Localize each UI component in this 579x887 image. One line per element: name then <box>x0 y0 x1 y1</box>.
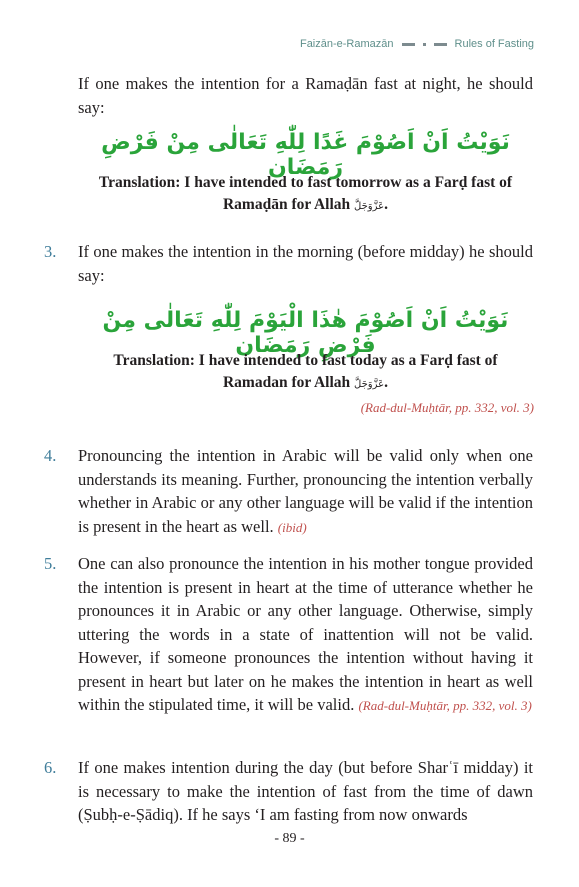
item-5-paragraph <box>78 552 533 718</box>
honorific: عَزَّوَجَلَّ <box>354 201 385 212</box>
arabic-intention-morning: نَوَيْتُ اَنْ اَصُوْمَ هٰذَا الْيَوْمَ لِلّٰهِ تَعَالٰى مِنْ فَرْضِ رَمَضَان <box>102 308 509 358</box>
arabic-intention-night: نَوَيْتُ اَنْ اَصُوْمَ غَدًا لِلّٰهِ تَعَالٰى مِنْ فَرْضِ رَمَضَان <box>101 130 510 180</box>
honorific: عَزَّوَجَلَّ <box>354 379 385 390</box>
item-number: 4. <box>44 446 57 465</box>
translation-morning <box>78 350 533 396</box>
item-6-text: If one makes intention during the day (but before Sharʿī midday) it is necessary to make the intention of fast from the time of dawn (Ṣubḥ-e-Ṣādiq). If he says ‘I am fasting from now onwards <box>78 758 533 824</box>
translation-line-2: Ramadan for Allah عَزَّوَجَلَّ. <box>222 374 388 391</box>
page-number: - 89 - <box>274 831 305 846</box>
reference: (ibid) <box>277 519 307 535</box>
book-title: Faizān-e-Ramazān <box>299 38 394 50</box>
intro-paragraph: If one makes the intention for a Ramaḍān fast at night, he should say: <box>78 74 533 117</box>
section-title: Rules of Fasting <box>454 38 534 50</box>
item-3-text: If one makes the intention in the morning (before midday) he should say: <box>78 242 533 285</box>
translation-line-1: Translation: I have intended to fast today as a Farḍ fast of <box>113 352 498 369</box>
item-number: 3. <box>44 242 57 261</box>
separator-dash-icon <box>402 43 415 46</box>
item-number: 6. <box>44 758 57 777</box>
translation-text: Ramaḍān for Allah <box>222 196 351 213</box>
item-4-paragraph <box>78 444 533 539</box>
translation-line-1: Translation: I have intended to fast tomorrow as a Farḍ fast of <box>98 174 513 191</box>
reference: (Rad-dul-Muḥtār, pp. 332, vol. 3) <box>360 400 534 415</box>
item-5-text: One can also pronounce the intention in his mother tongue provided the intention is present in heart at the time of utterance whether he pronounces it in Arabic or any other language. Otherwise, simply uttering the words in a state of inattention will not be valid. However, if someone pronounces the intention without having it present in heart but later on he makes the intention in heart as well within the stipulated time, it will be valid. <box>78 554 533 714</box>
item-4-text: Pronouncing the intention in Arabic will be valid only when one understands its meaning. Further, pronouncing the intention verbally whether in Arabic or any other language will be valid if the intention is present in the heart as well. <box>78 446 533 536</box>
translation-text: Ramadan for Allah <box>222 374 351 391</box>
separator-dash-icon <box>434 43 447 46</box>
running-header <box>300 38 534 50</box>
translation-night <box>78 172 533 218</box>
separator-dot-icon <box>423 43 426 46</box>
translation-line-2: Ramaḍān for Allah عَزَّوَجَلَّ. <box>222 196 388 213</box>
reference: (Rad-dul-Muḥtār, pp. 332, vol. 3) <box>358 698 532 713</box>
item-number: 5. <box>44 554 57 573</box>
